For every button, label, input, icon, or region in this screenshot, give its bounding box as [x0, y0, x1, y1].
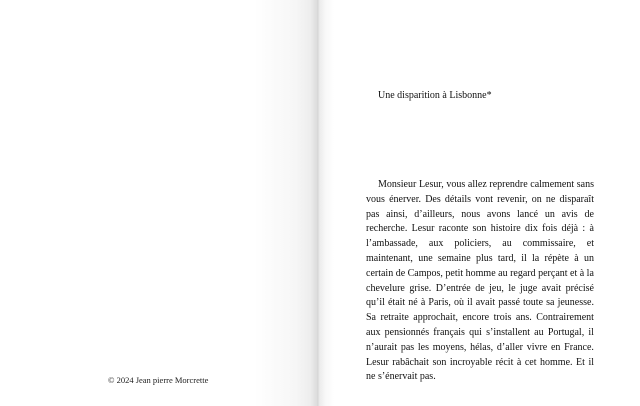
word: détails	[444, 193, 472, 205]
word: petit	[445, 267, 464, 279]
word: vous	[366, 193, 385, 205]
word: il	[521, 252, 527, 264]
text-line	[366, 252, 594, 267]
word: plus	[475, 252, 493, 264]
word: passé	[498, 297, 520, 309]
word: Contrairement	[536, 312, 594, 324]
word: Des	[425, 193, 441, 205]
word: Sa	[366, 312, 376, 324]
word: sans	[576, 179, 594, 190]
word: D’entrée	[435, 282, 471, 294]
word: répète	[544, 252, 569, 264]
text-line	[366, 341, 594, 356]
word: maintenant,	[366, 252, 413, 264]
word: commissaire,	[522, 238, 576, 250]
word: revenir,	[497, 193, 528, 205]
word: reprendre	[489, 179, 528, 190]
word: aux	[366, 326, 381, 338]
word: son	[472, 223, 487, 235]
word: cet	[524, 356, 537, 368]
word: s’installent	[486, 326, 530, 338]
word: Campos,	[407, 267, 443, 279]
word: n’aurait	[366, 341, 398, 353]
word: juge	[520, 282, 538, 294]
word: avait	[475, 297, 496, 309]
word: de	[475, 282, 485, 294]
word: avait	[541, 282, 562, 294]
word: policiers,	[454, 238, 492, 250]
word: dix	[525, 223, 538, 235]
word: vous	[446, 179, 466, 190]
word: la	[532, 252, 540, 264]
word: toute	[523, 297, 544, 309]
word: Portugal,	[547, 326, 585, 338]
text-line	[366, 237, 594, 252]
word: et	[586, 238, 594, 250]
word: fois	[542, 223, 558, 235]
word: à	[420, 297, 426, 309]
word: allez	[467, 179, 487, 190]
text-line	[366, 326, 594, 341]
word: ans.	[515, 312, 532, 324]
text-line	[366, 282, 594, 297]
text-line	[366, 178, 594, 193]
word: à	[574, 252, 579, 264]
text-line	[366, 193, 594, 208]
word: sa	[546, 297, 555, 309]
word: approchait,	[413, 312, 458, 324]
word: un	[583, 252, 594, 264]
word: une	[418, 252, 433, 264]
word: de	[584, 208, 594, 220]
word: homme	[465, 267, 496, 279]
word: histoire	[490, 223, 521, 235]
word: qu’il	[366, 297, 385, 309]
word: homme.	[540, 356, 573, 368]
word: certain	[366, 267, 394, 279]
word: le	[508, 282, 516, 294]
book-gutter	[310, 0, 326, 406]
word: récit	[495, 356, 514, 368]
text-line	[366, 208, 594, 223]
word: avons	[486, 208, 511, 220]
word: où	[453, 297, 464, 309]
word: avis	[561, 208, 578, 220]
word: lancé	[517, 208, 539, 220]
word: précisé	[565, 282, 594, 294]
word: un	[544, 208, 555, 220]
text-line	[366, 311, 594, 326]
word: :	[582, 223, 586, 235]
word: grise.	[409, 282, 432, 294]
word: ne	[545, 193, 556, 205]
word: qui	[469, 326, 482, 338]
word: à	[589, 223, 594, 235]
word: pas	[366, 208, 380, 220]
word: incroyable	[449, 356, 493, 368]
word: rabâchait	[392, 356, 429, 368]
word: Lesur	[411, 223, 435, 235]
word: d’aller	[496, 341, 523, 353]
word: moyens,	[432, 341, 467, 353]
word: on	[531, 193, 542, 205]
word: nous	[461, 208, 481, 220]
word: au	[498, 267, 508, 279]
word: perçant	[538, 267, 568, 279]
text-line	[366, 267, 594, 282]
word: Monsieur	[378, 179, 417, 190]
word: calmement	[530, 179, 575, 190]
word: la	[586, 267, 594, 279]
word: déjà	[561, 223, 579, 235]
word: raconte	[438, 223, 469, 235]
word: jeu,	[489, 282, 504, 294]
copyright-notice: © 2024 Jean pierre Morcrette	[108, 375, 209, 385]
word: recherche.	[366, 223, 408, 235]
word: Paris,	[428, 297, 451, 309]
word: Lesur	[366, 356, 389, 368]
word: retraite	[380, 312, 409, 324]
text-line	[366, 370, 594, 385]
word: il	[467, 297, 473, 309]
word: au	[534, 326, 544, 338]
word: son	[432, 356, 447, 368]
text-line	[366, 356, 594, 371]
word: jeunesse.	[557, 297, 594, 309]
word: il	[588, 326, 594, 338]
word: semaine	[437, 252, 471, 264]
word: vivre	[526, 341, 548, 353]
word: aux	[428, 238, 444, 250]
word: était	[387, 297, 406, 309]
word: né	[408, 297, 418, 309]
word: hélas,	[470, 341, 494, 353]
word: les	[417, 341, 430, 353]
word: à	[579, 267, 585, 279]
chapter-title: Une disparition à Lisbonne*	[378, 90, 492, 101]
word: pensionnés	[384, 326, 430, 338]
word: et	[570, 267, 578, 279]
word: ne s’énervait pas.	[366, 371, 436, 383]
word: chevelure	[366, 282, 405, 294]
word: Lesur,	[418, 179, 444, 190]
word: énerver.	[389, 193, 422, 205]
body-paragraph	[366, 178, 594, 385]
word: à	[516, 356, 522, 368]
word: disparaît	[559, 193, 594, 205]
word: en	[550, 341, 561, 353]
word: France.	[564, 341, 594, 353]
text-line	[366, 296, 594, 311]
word: d’ailleurs,	[414, 208, 455, 220]
word: de	[395, 267, 406, 279]
word: français	[433, 326, 465, 338]
text-line	[366, 222, 594, 237]
word: l’ambassade,	[366, 238, 418, 250]
word: au	[502, 238, 512, 250]
word: il	[588, 356, 594, 368]
word: encore	[462, 312, 490, 324]
left-page	[0, 0, 318, 406]
word: pas	[400, 341, 415, 353]
word: Et	[576, 356, 585, 368]
word: vont	[475, 193, 493, 205]
word: tard,	[497, 252, 516, 264]
word: regard	[510, 267, 536, 279]
word: ainsi,	[386, 208, 408, 220]
word: trois	[493, 312, 512, 324]
